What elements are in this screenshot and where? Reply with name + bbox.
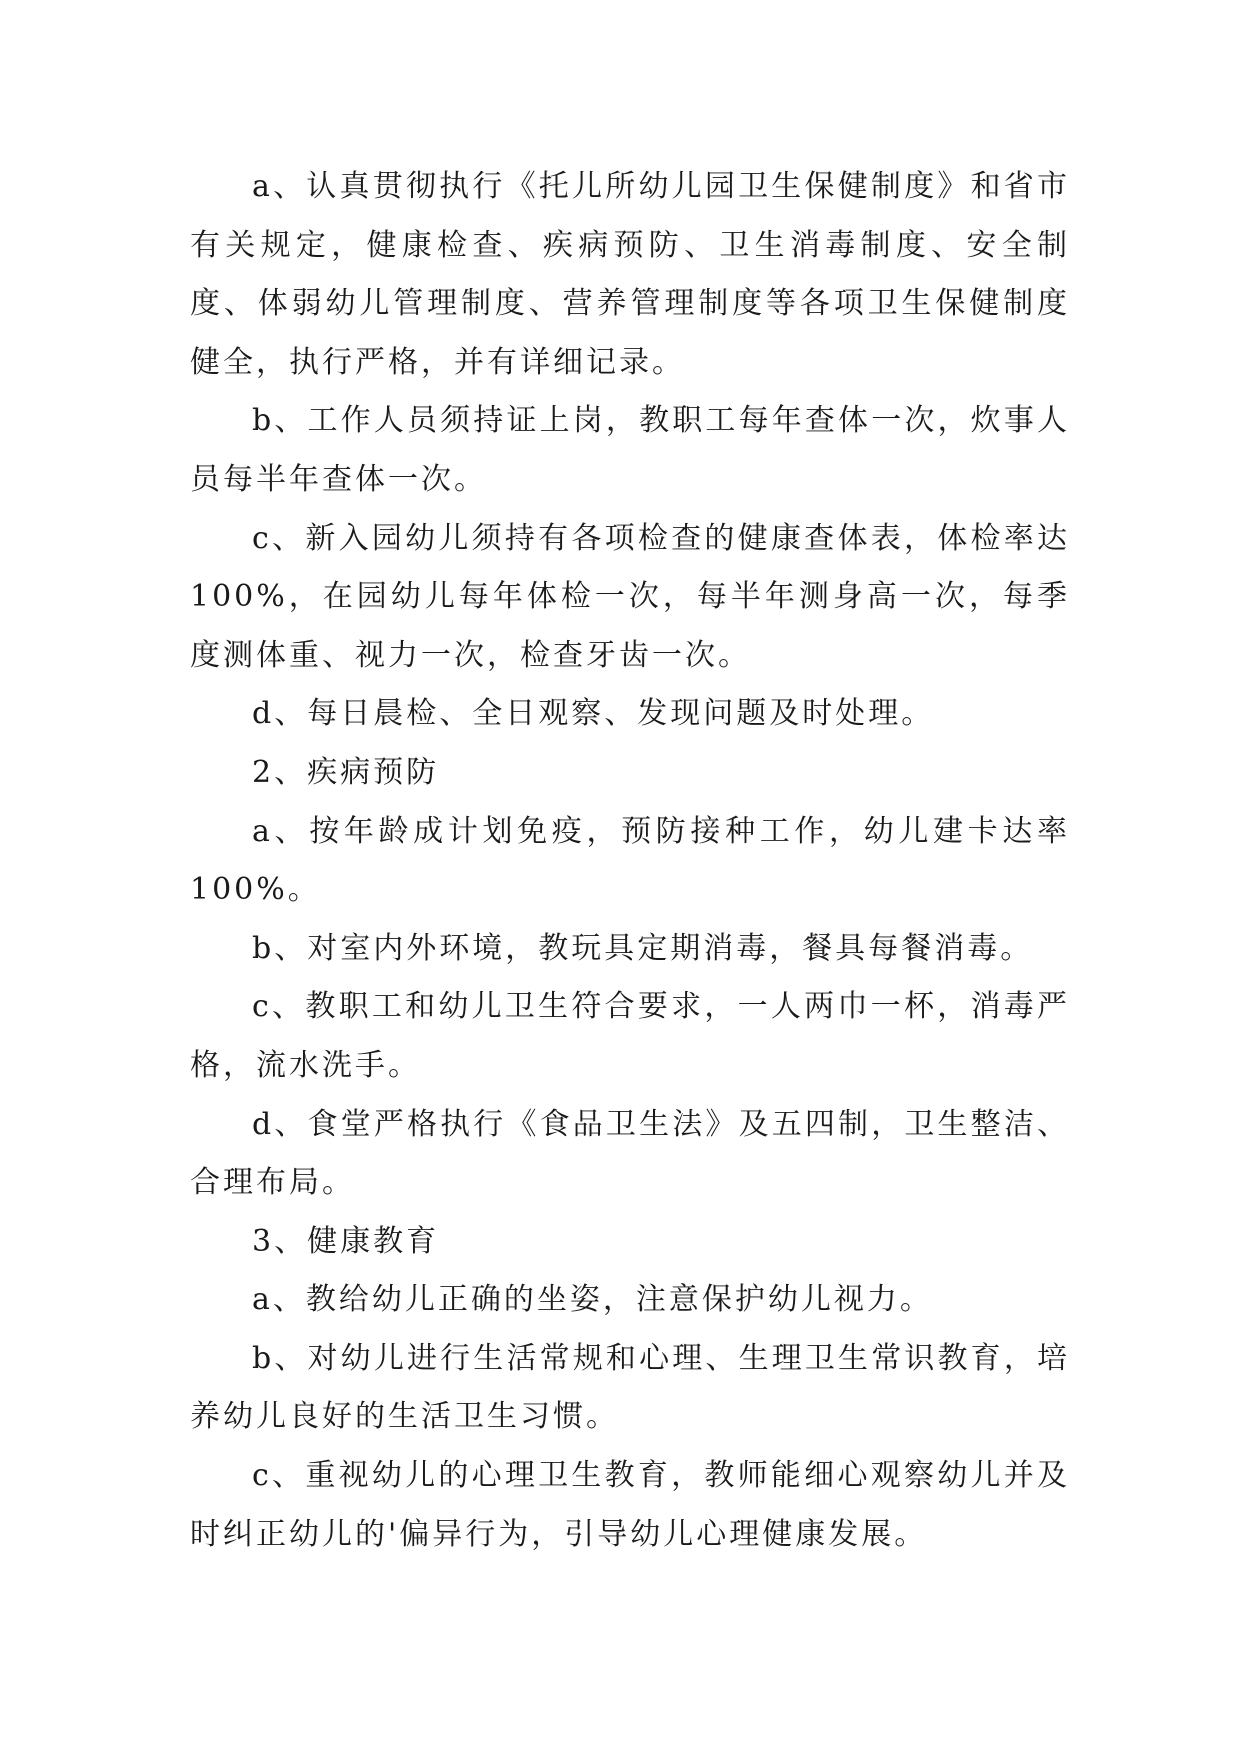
paragraph-1b: b、工作人员须持证上岗，教职工每年查体一次，炊事人员每半年查体一次。 (190, 403, 1070, 497)
paragraph-2b: b、对室内外环境，教玩具定期消毒，餐具每餐消毒。 (252, 930, 1034, 966)
section-heading-disease-prevention: 2、疾病预防 (252, 754, 440, 790)
section-heading-health-education: 3、健康教育 (252, 1223, 440, 1259)
paragraph-2d: d、食堂严格执行《食品卫生法》及五四制，卫生整洁、合理布局。 (190, 1106, 1070, 1201)
paragraph-1c: c、新入园幼儿须持有各项检查的健康查体表，体检率达100%，在园幼儿每年体检一次，每半年测身高一次，每季度测体重、视力一次，检查牙齿一次。 (190, 520, 1070, 673)
paragraph-2a: a、按年龄成计划免疫，预防接种工作，幼儿建卡达率100%。 (190, 813, 1070, 908)
paragraph-3a: a、教给幼儿正确的坐姿，注意保护幼儿视力。 (252, 1282, 933, 1318)
paragraph-1a: a、认真贯彻执行《托儿所幼儿园卫生保健制度》和省市有关规定，健康检查、疾病预防、卫生消毒制度、安全制度、体弱幼儿管理制度、营养管理制度等各项卫生保健制度健全，执行严格，并有详细记录。 (190, 169, 1070, 380)
paragraph-1d: d、每日晨检、全日观察、发现问题及时处理。 (252, 696, 935, 732)
paragraph-3c: c、重视幼儿的心理卫生教育，教师能细心观察幼儿并及时纠正幼儿的'偏异行为，引导幼儿心理健康发展。 (190, 1458, 1070, 1552)
paragraph-2c: c、教职工和幼儿卫生符合要求，一人两巾一杯，消毒严格，流水洗手。 (190, 989, 1070, 1083)
paragraph-3b: b、对幼儿进行生活常规和心理、生理卫生常识教育，培养幼儿良好的生活卫生习惯。 (190, 1340, 1070, 1435)
document-body (190, 158, 1070, 1564)
